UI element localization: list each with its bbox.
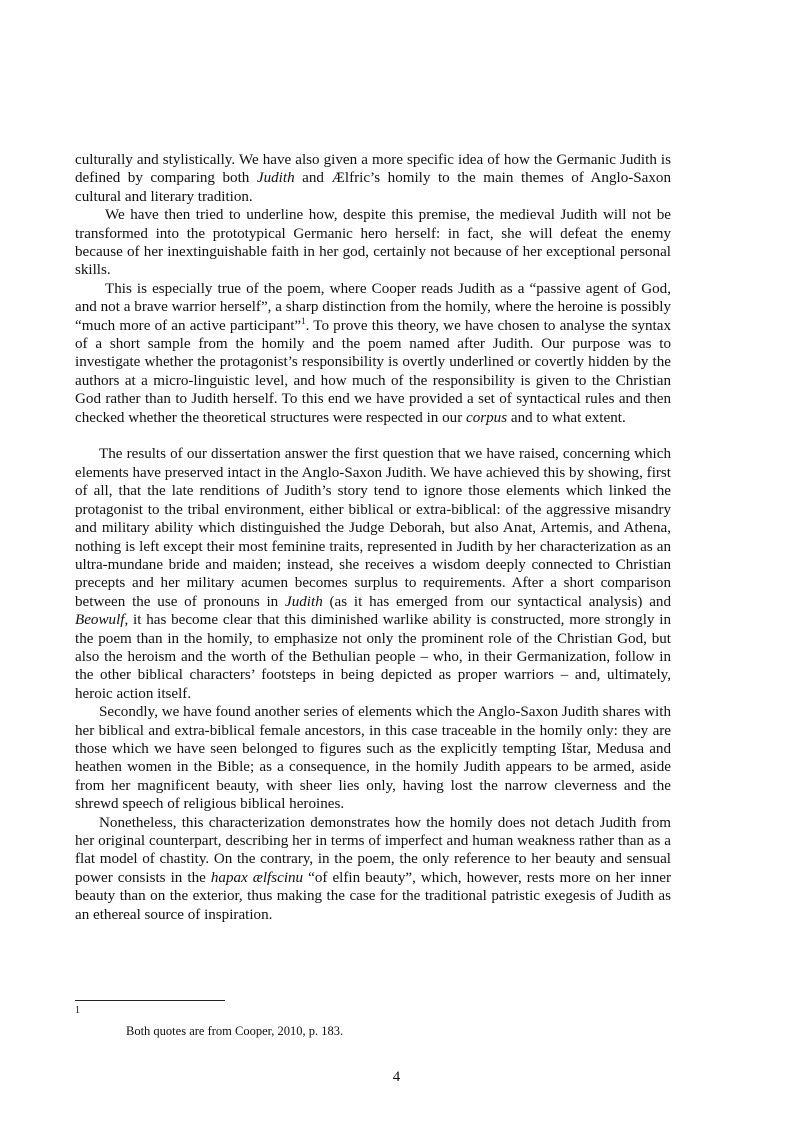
segment: Secondly, we have found another series of elements which the Anglo-Saxon Judith shares with her biblical and extra-biblical female ancestors, in this case traceable in the homily only: they are those which we have seen belonged to figures such as the explicitly tempting Ištar, Medusa and heathen women in the Bible; as a consequence, in the homily Judith appears to be armed, aside from her magnificent beauty, with sheer lies only, having lost the narrow cleverness and the shrewd speech of religious biblical heroines.	[75, 704, 671, 813]
italic-title-beowulf: Beowulf	[75, 612, 125, 629]
paragraph-2	[75, 206, 671, 280]
segment: culturally and stylistically. We have also given a more specific idea of how the Germanic Judith is defined by comparing both	[75, 152, 671, 187]
segment: , it has become clear that this diminished warlike ability is constructed, more strongly in the poem than in the homily, to emphasize not only the prominent role of the Christian God, but also the heroism and the worth of the Bethulian people – who, in their Germanization, follow in the other biblical characters’ footsteps in being depicted as proper warriors – and, ultimately, heroic action itself.	[75, 612, 671, 702]
segment: The results of our dissertation answer the first question that we have raised, concerning which elements have preserved intact in the Anglo-Saxon Judith. We have achieved this by showing, first of all, that the late renditions of Judith’s story tend to ignore those elements which linked the protagonist to the tribal environment, either biblical or extra-biblical: of the aggressive misandry and military ability which distinguished the Judge Deborah, but also Anat, Artemis, and Athena, nothing is left except their most feminine traits, represented in Judith by her characterization as an ultra-mundane bride and maiden; instead, she receives a wisdom deeply connected to Christian precepts and her military acumen becomes surplus to requirements. After a short comparison between the use of pronouns in	[75, 446, 671, 610]
segment: We have then tried to underline how, despite this premise, the medieval Judith will not be transformed into the prototypical Germanic hero herself: in fact, she will defeat the enemy because of her inextinguishable faith in her god, certainly not because of her exceptional personal skills.	[75, 207, 671, 279]
italic-title-judith: Judith	[285, 593, 323, 610]
italic-corpus: corpus	[466, 409, 508, 426]
paragraph-1	[75, 151, 671, 206]
paragraph-4	[75, 445, 671, 703]
paragraph-3	[75, 280, 671, 427]
footnote-number: 1	[75, 1005, 80, 1016]
italic-title-judith: Judith	[256, 170, 295, 187]
paragraph-6	[75, 814, 671, 924]
segment: (as it has emerged from our syntactical analysis) and	[322, 593, 671, 610]
footnote-separator	[75, 1000, 225, 1001]
paragraph-5	[75, 703, 671, 813]
italic-hapax: hapax ælfscinu	[210, 869, 304, 886]
segment: “of elfin beauty”, which, however, rests more on her inner beauty than on the exterior, thus making the case for the traditional patristic exegesis of Judith as an ethereal source of inspiration.	[75, 869, 671, 923]
segment: and to what extent.	[507, 409, 626, 426]
footnote-text: Both quotes are from Cooper, 2010, p. 183.	[126, 1024, 344, 1038]
body-text	[75, 151, 671, 924]
footnote-reference: 1	[301, 315, 306, 326]
segment: . To prove this theory, we have chosen to analyse the syntax of a short sample from the homily and the poem named after Judith. Our purpose was to investigate whether the protagonist’s responsibility is overtly underlined or covertly hidden by the authors at a micro-linguistic level, and how much of the responsibility is given to the Christian God rather than to Judith herself. To this end we have provided a set of syntactical rules and then checked whether the theoretical structures were respected in our	[75, 317, 671, 426]
segment: and Ælfric’s homily to the main themes of Anglo-Saxon cultural and literary tradition.	[75, 170, 672, 205]
segment: Nonetheless, this characterization demonstrates how the homily does not detach Judith from her original counterpart, describing her in terms of imperfect and human weakness rather than as a flat model of chastity. On the contrary, in the poem, the only reference to her beauty and sensual power consists in the	[75, 814, 671, 886]
page-number: 4	[392, 1069, 401, 1085]
segment: This is especially true of the poem, where Cooper reads Judith as a “passive agent of God, and not a brave warrior herself”, a sharp distinction from the homily, where the heroine is possibly “much more of an active participant”	[75, 280, 671, 334]
